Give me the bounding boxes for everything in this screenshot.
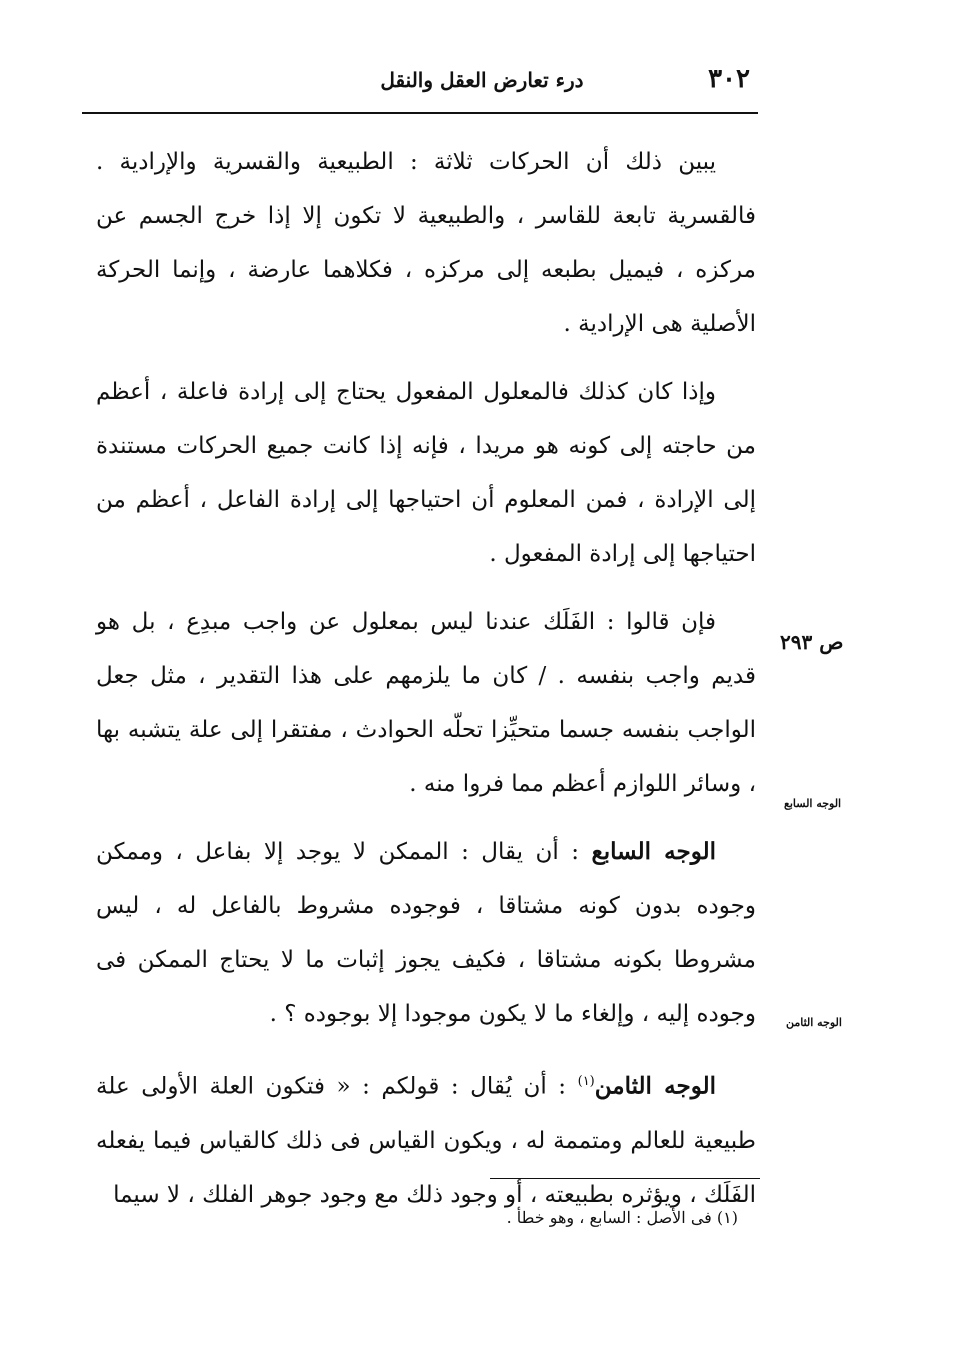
margin-note-seventh: الوجه السابع (784, 797, 842, 810)
footnote: (١) فى الأصل : السابع ، وهو خطأ . (506, 1208, 738, 1227)
page-body (96, 135, 756, 1236)
paragraph-4 (96, 825, 756, 1041)
footnote-rule (490, 1178, 760, 1179)
header-rule (82, 112, 758, 114)
running-title: درء تعارض العقل والنقل (380, 68, 584, 92)
section-heading-eighth: الوجه الثامن (594, 1072, 716, 1100)
margin-note-eighth: الوجه الثامن (786, 1016, 842, 1029)
page-header (82, 60, 750, 110)
section-heading-seventh: الوجه السابع (591, 838, 716, 865)
paragraph-2: وإذا كان كذلك فالمعلول المفعول يحتاج إلى إرادة فاعلة ، أعظم من حاجته إلى كونه هو مريدا ، فإنه إذا كانت جميع الحركات مستندة إلى الإرادة ، فمن المعلوم أن احتياجها إلى إرادة الفاعل ، أعظم من احتياجها إلى إرادة المفعول . (96, 379, 756, 567)
paragraph-5-text: : أن يُقال : قولكم : « فتكون العلة الأولى علة طبيعية للعالم ومتممة له ، ويكون القياس فى ذلك كالقياس فيما يفعله الفَلَك ، ويؤثره بطبيعته ، أو وجود ذلك مع وجود جوهر الفلك ، لا سيما (96, 1073, 756, 1208)
paragraph-3: فإن قالوا : الفَلَك عندنا ليس بمعلول عن واجب مبدِع ، بل هو قديم واجب بنفسه . / كان ما يلزمهم على هذا التقدير ، مثل جعل الواجب بنفسه جسما متحيِّزا تحلّه الحوادث ، مفتقرا إلى علة يتشبه بها ، وسائر اللوازم أعظم مما فروا منه . (96, 609, 756, 797)
paragraph-1: يبين ذلك أن الحركات ثلاثة : الطبيعية والقسرية والإرادية . فالقسرية تابعة للقاسر ، والطبيعية لا تكون إلا إذا خرج الجسم عن مركزه ، فيميل بطبعه إلى مركزه ، فكلاهما عارضة ، وإنما الحركة الأصلية هى الإرادية . (96, 149, 756, 337)
page-number: ٣٠٢ (708, 64, 750, 94)
paragraph-5 (96, 1055, 756, 1222)
paragraph-4-text: : أن يقال : الممكن لا يوجد إلا بفاعل ، وممكن وجوده بدون كونه مشتاقا ، فوجوده مشروط بالفاعل له ، ليس مشروطا بكونه مشتاقا ، فكيف يجوز إثبات ما لا يحتاج الممكن فى وجوده إليه ، وإلغاء ما لا يكون موجودا إلا بوجوده ؟ . (96, 839, 756, 1027)
footnote-marker: (١) (577, 1074, 595, 1089)
margin-page-reference: ص ٢٩٣ (780, 630, 844, 654)
